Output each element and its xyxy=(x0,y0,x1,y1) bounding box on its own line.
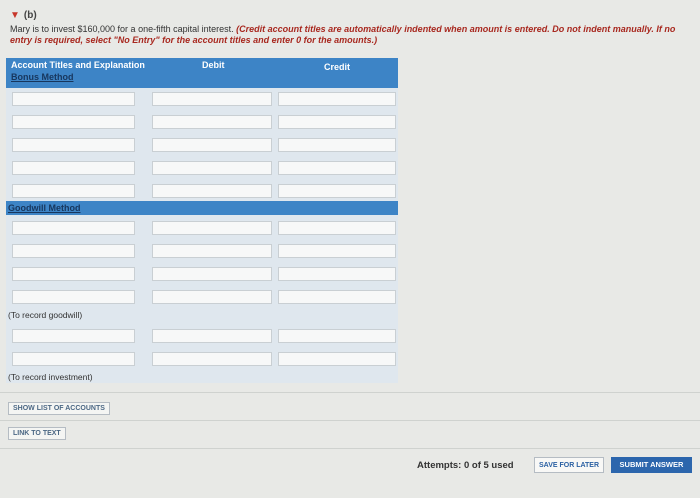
credit-input[interactable] xyxy=(278,92,396,106)
credit-input[interactable] xyxy=(278,161,396,175)
account-title-input[interactable] xyxy=(12,161,135,175)
account-title-input[interactable] xyxy=(12,92,135,106)
account-title-input[interactable] xyxy=(12,290,135,304)
account-title-input[interactable] xyxy=(12,184,135,198)
credit-input[interactable] xyxy=(278,244,396,258)
bonus-method-label: Bonus Method xyxy=(11,72,74,82)
debit-input[interactable] xyxy=(152,115,272,129)
link-to-text-button[interactable]: LINK TO TEXT xyxy=(8,427,66,440)
credit-input[interactable] xyxy=(278,290,396,304)
debit-input[interactable] xyxy=(152,138,272,152)
debit-input[interactable] xyxy=(152,329,272,343)
header-credit: Credit xyxy=(324,62,351,72)
account-title-input[interactable] xyxy=(12,352,135,366)
credit-input[interactable] xyxy=(278,115,396,129)
credit-input[interactable] xyxy=(278,138,396,152)
question-instruction: (Credit account titles are automatically indented when amount is entered. Do not indent manually. If no entry is required, select "No Entry" for the account titles and enter 0 for the amounts.) xyxy=(10,24,676,45)
attempts-counter: Attempts: 0 of 5 used xyxy=(417,460,514,471)
debit-input[interactable] xyxy=(152,244,272,258)
part-b-header[interactable] xyxy=(10,10,37,21)
journal-entry-table xyxy=(6,58,398,383)
table-header xyxy=(6,58,398,88)
collapse-triangle-icon[interactable]: ▼ xyxy=(10,10,20,21)
credit-input[interactable] xyxy=(278,329,396,343)
question-text xyxy=(10,24,690,46)
goodwill-method-label: Goodwill Method xyxy=(8,203,81,213)
account-title-input[interactable] xyxy=(12,138,135,152)
divider xyxy=(0,392,700,393)
account-title-input[interactable] xyxy=(12,329,135,343)
debit-input[interactable] xyxy=(152,352,272,366)
divider xyxy=(0,448,700,449)
note-record-investment: (To record investment) xyxy=(8,372,93,382)
credit-input[interactable] xyxy=(278,184,396,198)
account-title-input[interactable] xyxy=(12,244,135,258)
submit-answer-button[interactable]: SUBMIT ANSWER xyxy=(611,457,692,473)
account-title-input[interactable] xyxy=(12,115,135,129)
debit-input[interactable] xyxy=(152,267,272,281)
header-debit: Debit xyxy=(202,60,225,70)
account-title-input[interactable] xyxy=(12,221,135,235)
debit-input[interactable] xyxy=(152,290,272,304)
header-account-titles: Account Titles and Explanation xyxy=(11,60,145,70)
debit-input[interactable] xyxy=(152,221,272,235)
debit-input[interactable] xyxy=(152,92,272,106)
goodwill-method-bar xyxy=(6,201,398,215)
credit-input[interactable] xyxy=(278,267,396,281)
note-record-goodwill: (To record goodwill) xyxy=(8,310,83,320)
show-list-of-accounts-button[interactable]: SHOW LIST OF ACCOUNTS xyxy=(8,402,110,415)
debit-input[interactable] xyxy=(152,184,272,198)
save-for-later-button[interactable]: SAVE FOR LATER xyxy=(534,457,604,473)
question-body: Mary is to invest $160,000 for a one-fifth capital interest. xyxy=(10,24,234,34)
account-title-input[interactable] xyxy=(12,267,135,281)
credit-input[interactable] xyxy=(278,221,396,235)
debit-input[interactable] xyxy=(152,161,272,175)
divider xyxy=(0,420,700,421)
credit-input[interactable] xyxy=(278,352,396,366)
part-label: (b) xyxy=(23,10,37,21)
